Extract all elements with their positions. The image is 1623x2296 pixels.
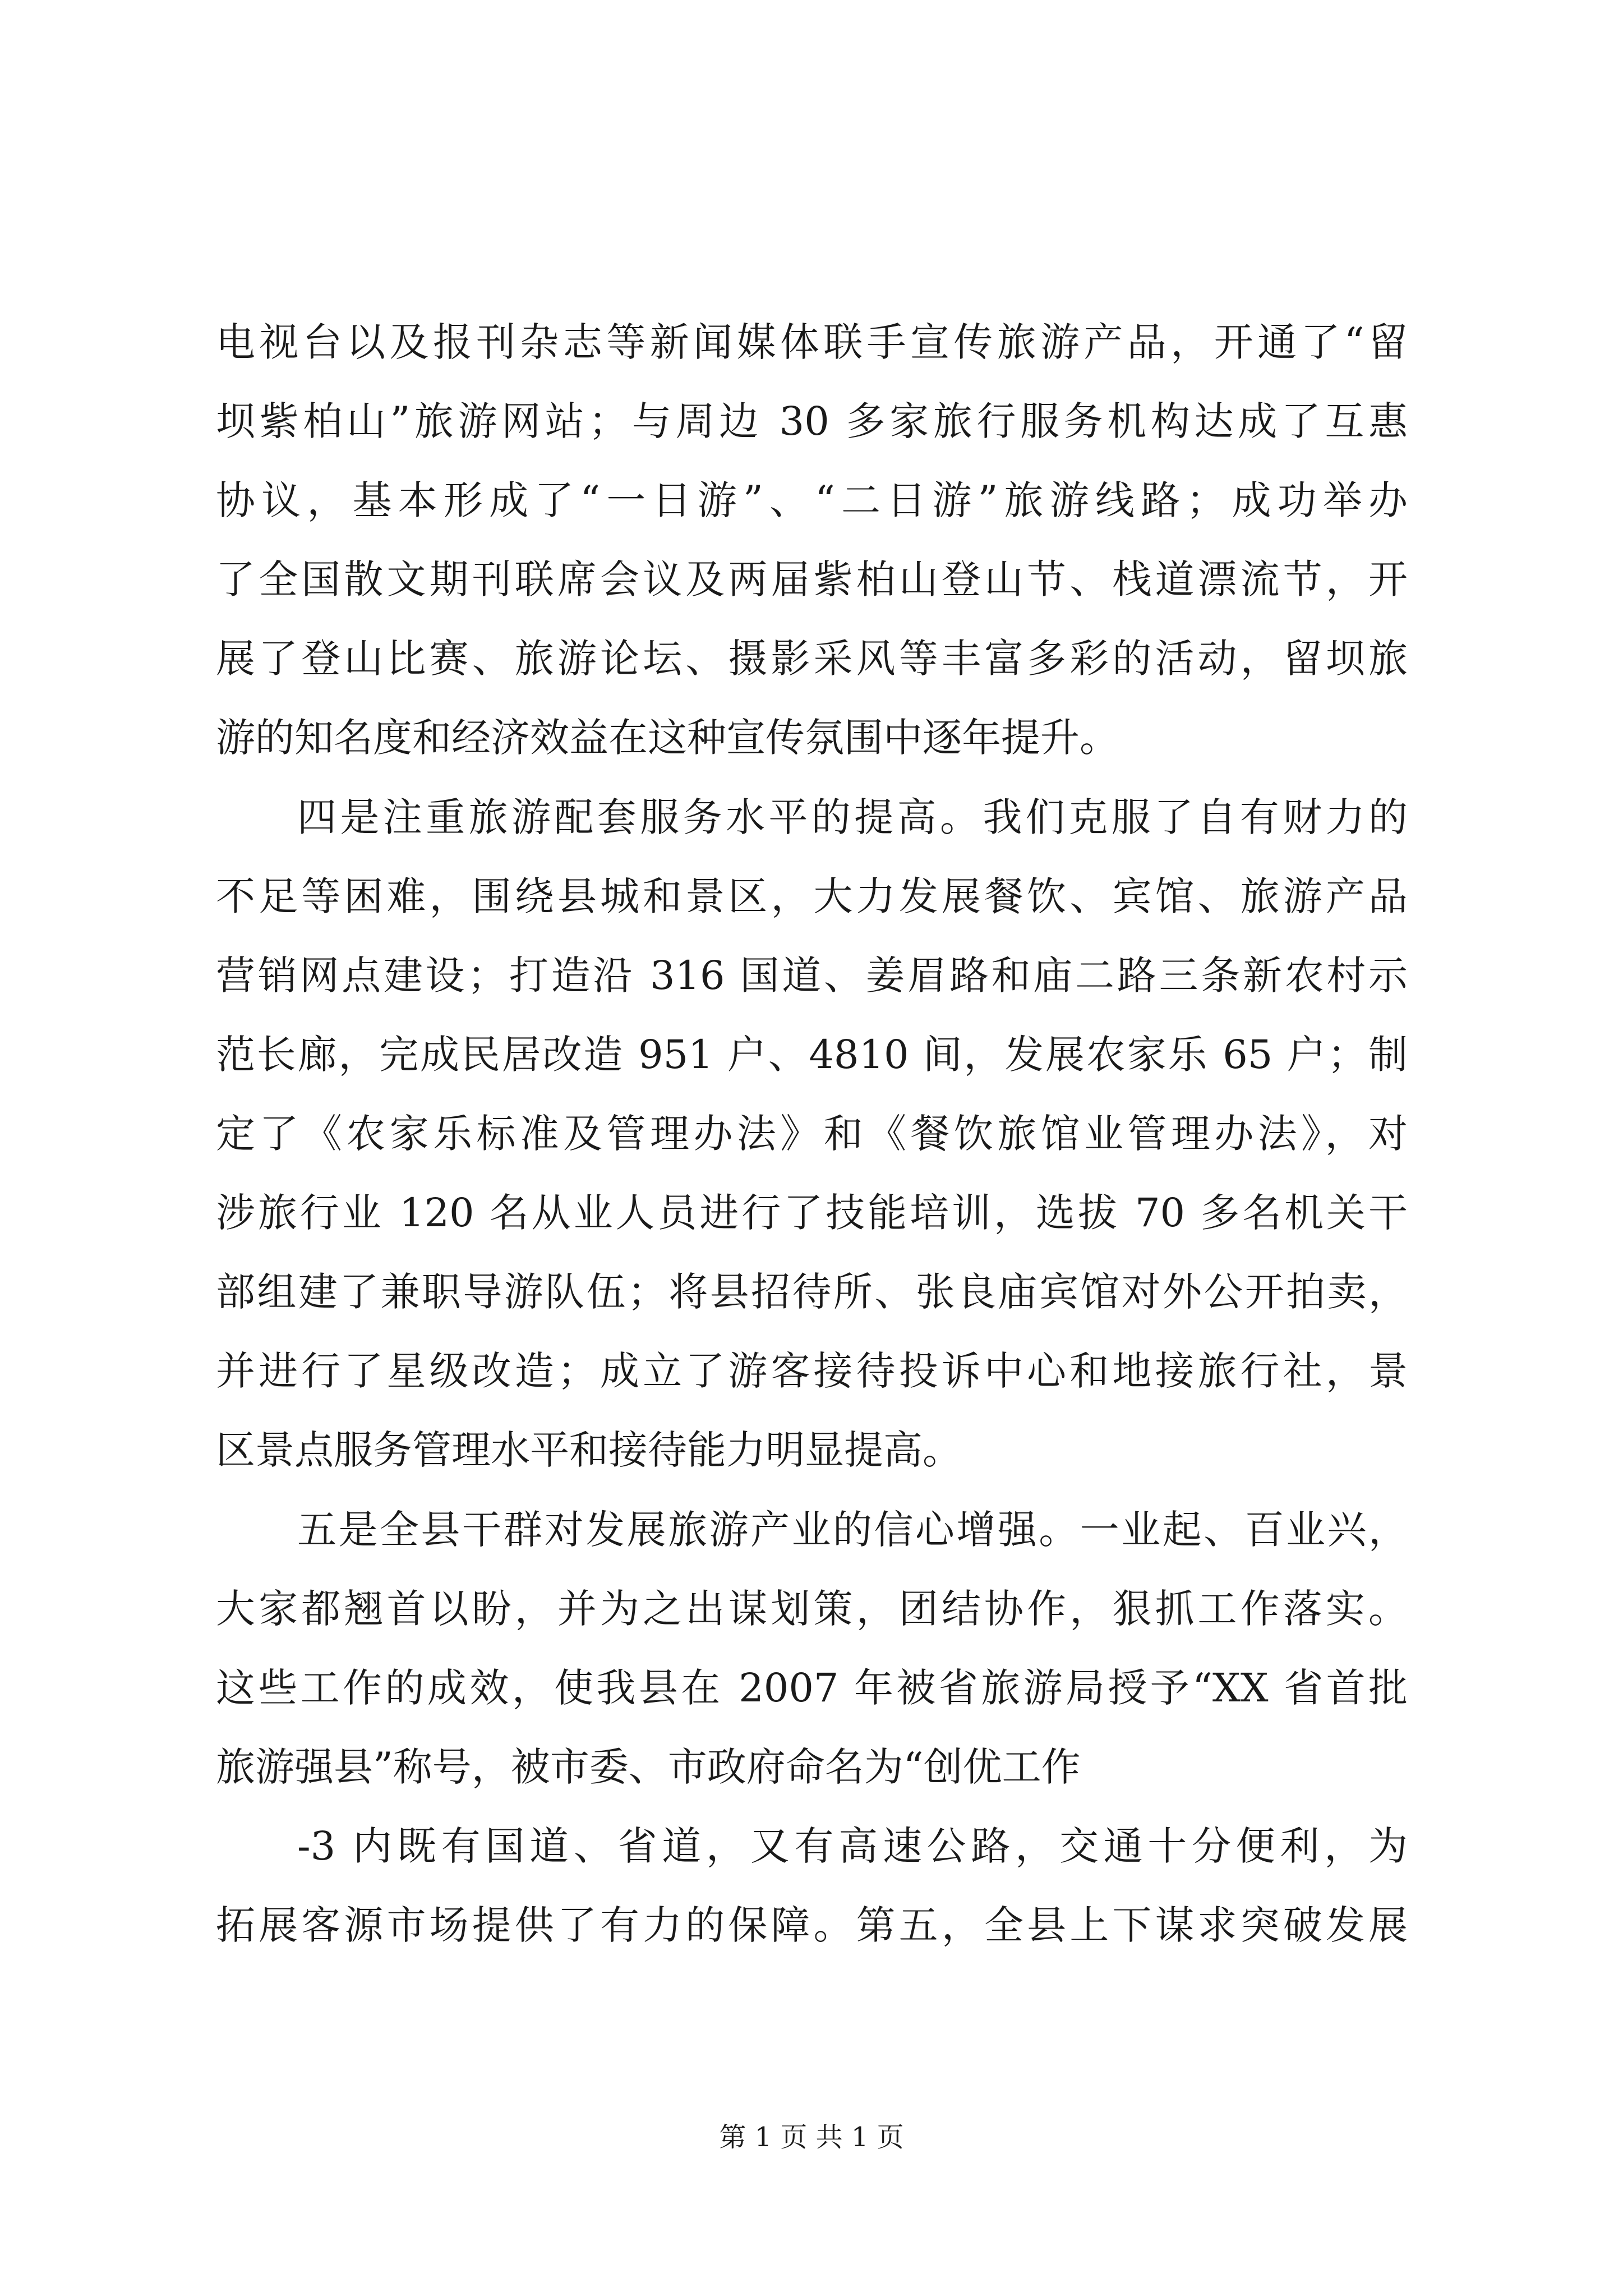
text-line: 区景点服务管理水平和接待能力明显提高。 — [216, 1427, 962, 1473]
text-line: 大家都翘首以盼，并为之出谋划策，团结协作，狠抓工作落实。 — [216, 1586, 1408, 1632]
text-line: 这些工作的成效，使我县在 2007 年被省旅游局授予“XX 省首批 — [216, 1665, 1408, 1711]
text-line: 电视台以及报刊杂志等新闻媒体联手宣传旅游产品，开通了“留 — [216, 319, 1408, 365]
text-line: 涉旅行业 120 名从业人员进行了技能培训，选拔 70 多名机关干 — [216, 1190, 1408, 1236]
text-line: 营销网点建设；打造沿 316 国道、姜眉路和庙二路三条新农村示 — [216, 953, 1408, 999]
text-line: 部组建了兼职导游队伍；将县招待所、张良庙宾馆对外公开拍卖， — [216, 1269, 1408, 1315]
text-line: 协议，基本形成了“一日游”、“二日游”旅游线路；成功举办 — [216, 477, 1408, 523]
paragraph-first-line: -3 内既有国道、省道，又有高速公路，交通十分便利，为 — [297, 1823, 1408, 1869]
text-line: 游的知名度和经济效益在这种宣传氛围中逐年提升。 — [216, 715, 1119, 761]
text-line: 范长廊，完成民居改造 951 户、4810 间，发展农家乐 65 户；制 — [216, 1032, 1408, 1078]
text-line: 拓展客源市场提供了有力的保障。第五，全县上下谋求突破发展 — [216, 1902, 1408, 1948]
text-line: 定了《农家乐标准及管理办法》和《餐饮旅馆业管理办法》，对 — [216, 1111, 1408, 1157]
paragraph-first-line: 五是全县干群对发展旅游产业的信心增强。一业起、百业兴， — [297, 1507, 1408, 1553]
text-line: 展了登山比赛、旅游论坛、摄影采风等丰富多彩的活动，留坝旅 — [216, 636, 1408, 682]
page-number-footer: 第 1 页 共 1 页 — [719, 2122, 904, 2153]
text-line: 坝紫柏山”旅游网站；与周边 30 多家旅行服务机构达成了互惠 — [216, 398, 1408, 444]
text-line: 了全国散文期刊联席会议及两届紫柏山登山节、栈道漂流节，开 — [216, 556, 1408, 602]
text-line: 不足等困难，围绕县城和景区，大力发展餐饮、宾馆、旅游产品 — [216, 873, 1408, 919]
text-line: 旅游强县”称号，被市委、市政府命名为“创优工作 — [216, 1744, 1081, 1790]
paragraph-first-line: 四是注重旅游配套服务水平的提高。我们克服了自有财力的 — [297, 794, 1408, 840]
text-line: 并进行了星级改造；成立了游客接待投诉中心和地接旅行社，景 — [216, 1348, 1408, 1394]
